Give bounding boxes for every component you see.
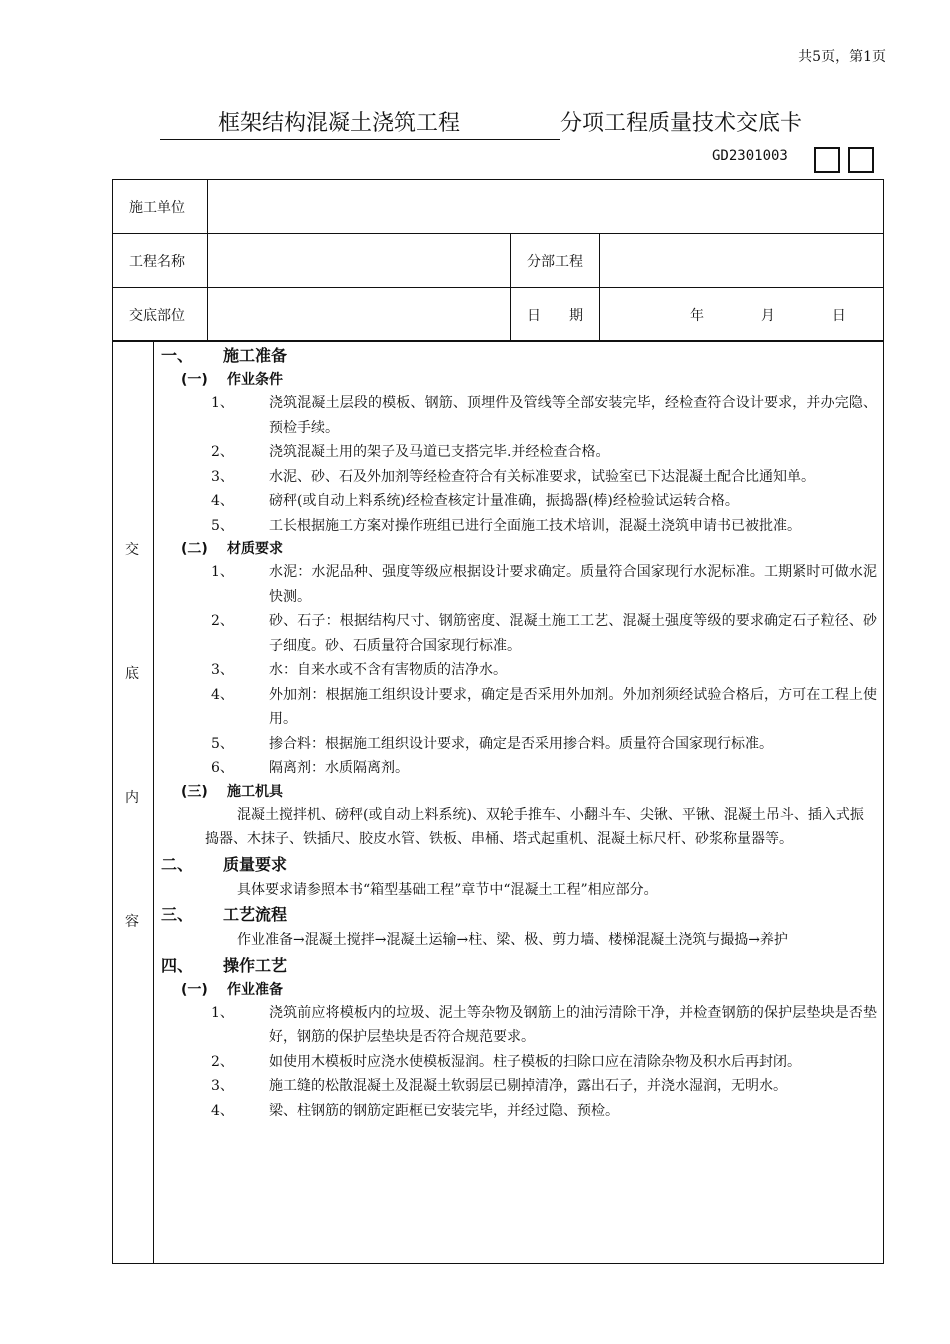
project-value[interactable] — [208, 234, 511, 288]
list-item: 4、 外加剂：根据施工组织设计要求，确定是否采用外加剂。外加剂须经试验合格后，方可在工程上使用。 — [211, 686, 877, 727]
part-value[interactable] — [208, 288, 511, 342]
section-heading: 二、 质量要求 — [161, 854, 288, 874]
list-item: 2、 砂、石子：根据结构尺寸、钢筋密度、混凝土施工工艺、混凝土强度等级的要求确定石子粒径、砂子细度。砂、石质量符合国家现行标准。 — [211, 613, 877, 654]
content-box — [112, 340, 884, 1264]
project-name-title: 框架结构混凝土浇筑工程 — [160, 106, 508, 140]
title-suffix: 分项工程质量技术交底卡 — [560, 111, 803, 136]
paragraph: 具体要求请参照本书“箱型基础工程”章节中“混凝土工程”相应部分。 — [237, 881, 658, 898]
list-item: 1、 浇筑前应将模板内的垃圾、泥土等杂物及钢筋上的油污清除干净，并检查钢筋的保护层垫块是否垫好，钢筋的保护层垫块是否符合规范要求。 — [211, 1004, 877, 1045]
list-item: 5、 掺合料：根据施工组织设计要求，确定是否采用掺合料。质量符合国家现行标准。 — [211, 735, 773, 752]
list-item: 4、 梁、柱钢筋的钢筋定距框已安装完毕，并经过隐、预检。 — [211, 1102, 619, 1119]
date-year: 年 — [690, 307, 704, 324]
side-char: 底 — [125, 666, 139, 682]
list-item: 3、 施工缝的松散混凝土及混凝土软弱层已剔掉清净，露出石子，并浇水湿润，无明水。 — [211, 1078, 787, 1094]
date-month: 月 — [760, 307, 775, 324]
list-item: 2、 浇筑混凝土用的架子及马道已支搭完毕.并经检查合格。 — [211, 444, 610, 460]
date-value[interactable] — [600, 288, 884, 342]
date-label: 日 期 — [511, 288, 600, 342]
side-char: 内 — [125, 790, 139, 806]
section-heading: 一、 施工准备 — [161, 346, 288, 365]
paragraph: 作业准备→混凝土搅拌→混凝土运输→柱、梁、极、剪力墙、楼梯混凝土浇筑与撮捣→养护 — [237, 932, 788, 948]
title-underline — [508, 117, 560, 140]
section-heading: 三、 工艺流程 — [161, 905, 288, 924]
paragraph: 混凝土搅拌机、磅秤(或自动上料系统)、双轮手推车、小翻斗车、尖锹、平锹、混凝土吊斗、插入式振捣器、木抹子、铁插尺、胶皮水管、铁板、串桶、塔式起重机、混凝土标尺杆、砂浆称量器等。 — [205, 806, 864, 847]
list-item: 4、 磅秤(或自动上料系统)经检查核定计量准确，振捣器(棒)经检验试运转合格。 — [211, 493, 739, 509]
date-day: 日 — [831, 307, 846, 324]
unit-label: 施工单位 — [113, 180, 208, 234]
subsection-heading: (三) 施工机具 — [181, 783, 283, 800]
content-body — [161, 343, 877, 1123]
sub-project-label: 分部工程 — [511, 234, 600, 288]
checkbox-1[interactable] — [814, 147, 840, 173]
subsection-heading: (二) 材质要求 — [181, 541, 283, 557]
unit-value[interactable] — [208, 180, 884, 234]
list-item: 3、 水：自来水或不含有害物质的洁净水。 — [211, 662, 507, 678]
side-char: 容 — [125, 914, 139, 930]
project-label: 工程名称 — [113, 234, 208, 288]
form-code: GD2301003 — [712, 148, 788, 164]
section-heading: 四、 操作工艺 — [161, 955, 288, 975]
list-item: 5、 工长根据施工方案对操作班组已进行全面施工技术培训，混凝土浇筑申请书已被批准。 — [211, 517, 801, 534]
page-title — [160, 106, 860, 140]
checkbox-2[interactable] — [848, 147, 874, 173]
list-item: 6、 隔离剂：水质隔离剂。 — [211, 760, 409, 776]
side-char: 交 — [125, 542, 139, 558]
list-item: 1、 浇筑混凝土层段的模板、钢筋、顶埋件及管线等全部安装完毕，经检查符合设计要求，并办完隐、预检手续。 — [211, 395, 877, 436]
subsection-heading: (一) 作业条件 — [181, 372, 283, 388]
part-label: 交底部位 — [113, 288, 208, 342]
side-label — [113, 341, 154, 1263]
list-item: 1、 水泥：水泥品种、强度等级应根据设计要求确定。质量符合国家现行水泥标准。工期紧时可做水泥快测。 — [211, 564, 877, 605]
subsection-heading: (一) 作业准备 — [181, 981, 283, 998]
header-table — [112, 179, 884, 342]
sub-project-value[interactable] — [600, 234, 884, 288]
page-number: 共5页，第1页 — [798, 49, 886, 65]
list-item: 2、 如使用木模板时应浇水使模板湿润。柱子模板的扫除口应在清除杂物及积水后再封闭。 — [211, 1053, 801, 1070]
list-item: 3、 水泥、砂、石及外加剂等经检查符合有关标准要求，试验室已下达混凝土配合比通知单。 — [211, 468, 815, 485]
